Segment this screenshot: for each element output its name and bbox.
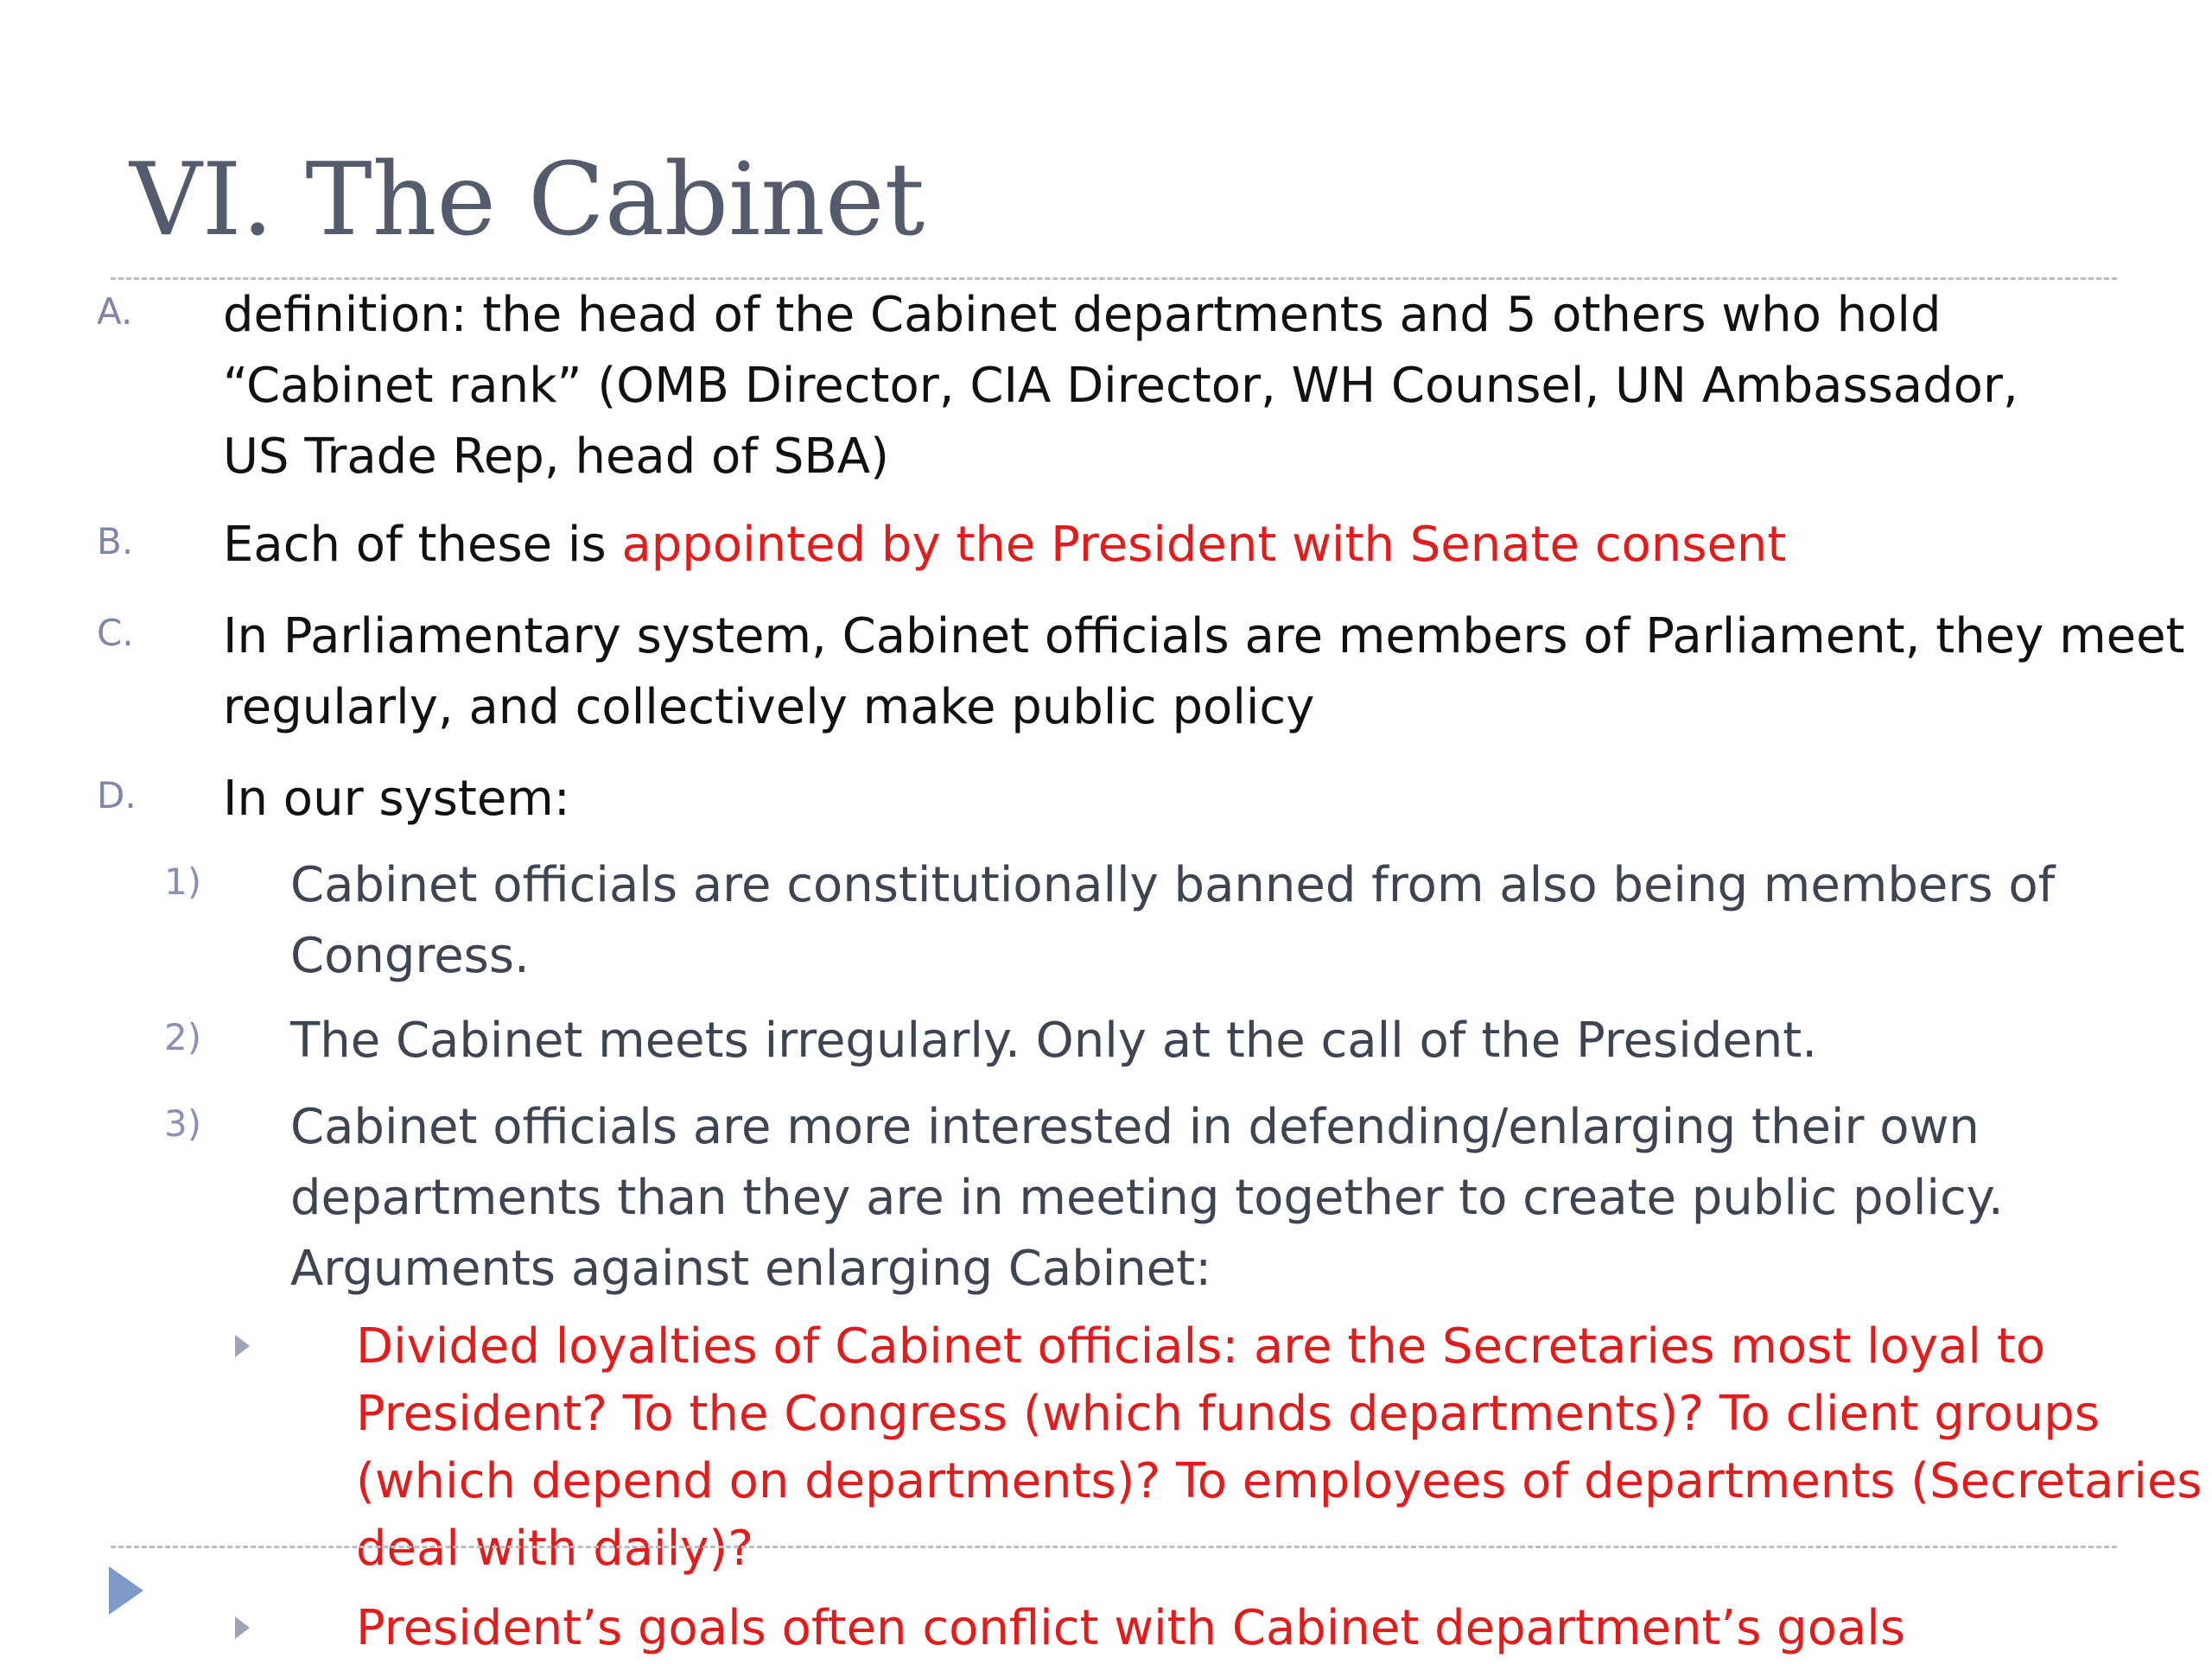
bullet-1-line-3: (which depend on departments)? To employees of departments (Secretaries [356, 1453, 2202, 1509]
subitem-2-text: The Cabinet meets irregularly. Only at the call of the President. [290, 1013, 1818, 1069]
item-c-line-1: In Parliamentary system, Cabinet officials are members of Parliament, they meet [223, 608, 2185, 664]
subitem-marker-3: 3) [164, 1102, 202, 1145]
bullet-1-line-2: President? To the Congress (which funds departments)? To client groups [356, 1386, 2101, 1442]
slide-nav-arrow-icon [109, 1566, 143, 1615]
subitem-3-line-2: departments than they are in meeting together to create public policy. [290, 1170, 2004, 1226]
bullet-arrow-icon [235, 1616, 250, 1639]
item-d-text: In our system: [223, 771, 570, 827]
bullet-arrow-icon [235, 1335, 250, 1357]
item-marker-d: D. [97, 774, 137, 816]
item-b-text [223, 510, 1786, 581]
item-marker-a: A. [97, 290, 133, 333]
subitem-3-line-1: Cabinet officials are more interested in defending/enlarging their own [290, 1099, 1980, 1155]
subitem-marker-1: 1) [164, 861, 202, 903]
item-a-line-2: “Cabinet rank” (OMB Director, CIA Director, WH Counsel, UN Ambassador, [223, 358, 2018, 414]
item-a-line-1: definition: the head of the Cabinet departments and 5 others who hold [223, 287, 1942, 343]
subitem-marker-2: 2) [164, 1016, 202, 1058]
item-b-highlight: appointed by the President with Senate consent [621, 517, 1787, 573]
slide-title: VI. The Cabinet [130, 142, 925, 258]
bullet-1-line-1: Divided loyalties of Cabinet officials: are the Secretaries most loyal to [356, 1318, 2045, 1375]
item-marker-b: B. [97, 520, 134, 562]
footer-divider [111, 1546, 2117, 1548]
subitem-1-line-1: Cabinet officials are constitutionally banned from also being members of [290, 857, 2056, 913]
bullet-2-text: President’s goals often conflict with Cabinet department’s goals [356, 1600, 1906, 1656]
subitem-1-line-2: Congress. [290, 928, 530, 984]
item-marker-c: C. [97, 612, 134, 654]
subitem-3-line-3: Arguments against enlarging Cabinet: [290, 1241, 1212, 1297]
bullet-1-line-4: deal with daily)? [356, 1521, 753, 1577]
item-a-line-3: US Trade Rep, head of SBA) [223, 429, 889, 485]
item-b-plain: Each of these is [223, 517, 622, 573]
item-c-line-2: regularly, and collectively make public policy [223, 679, 1315, 735]
